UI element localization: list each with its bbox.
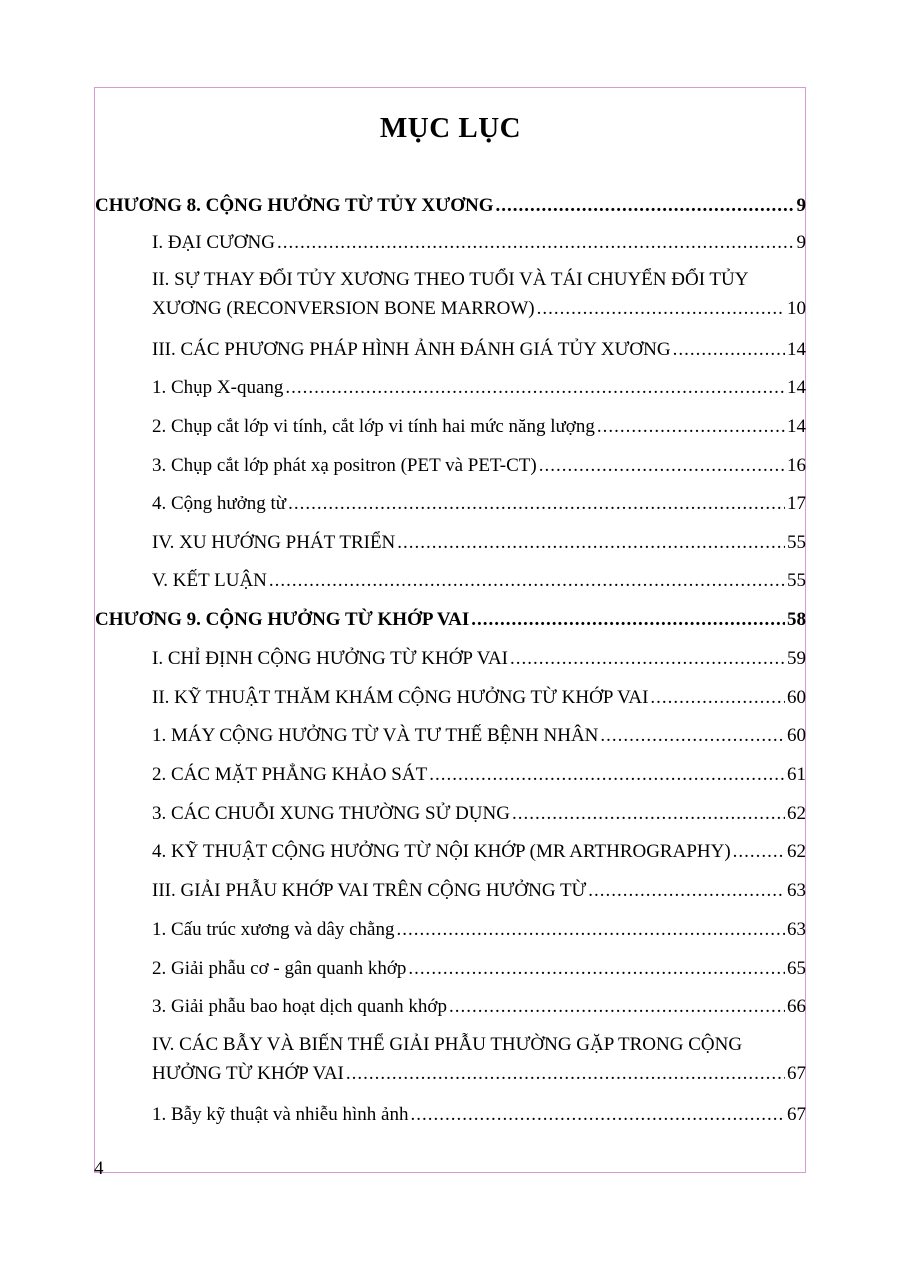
toc-leader-dots <box>408 954 785 983</box>
toc-entry-text: IV. XU HƯỚNG PHÁT TRIỂN <box>152 532 396 553</box>
toc-entry[interactable] <box>152 837 806 866</box>
toc-entry[interactable] <box>152 228 806 257</box>
toc-entry[interactable] <box>152 412 806 441</box>
toc-entry-text: 4. KỸ THUẬT CỘNG HƯỞNG TỪ NỘI KHỚP (MR ARTHROGRAPHY) <box>152 841 731 862</box>
toc-entry-text: 4. Cộng hưởng từ <box>152 493 287 514</box>
toc-entry[interactable] <box>152 721 806 750</box>
toc-entry-text: 3. Giải phẫu bao hoạt dịch quanh khớp <box>152 996 447 1017</box>
toc-entry[interactable] <box>152 954 806 983</box>
toc-leader-dots <box>269 566 785 595</box>
toc-entry-chapter-8[interactable] <box>95 191 806 220</box>
toc-entry[interactable] <box>152 876 806 905</box>
toc-leader-dots <box>588 876 785 905</box>
toc-leader-dots <box>410 1100 785 1129</box>
toc-entry-page: 55 <box>787 532 806 553</box>
toc-entry-page: 9 <box>796 195 806 216</box>
toc-entry-page: 63 <box>787 919 806 940</box>
toc-entry-text: 2. CÁC MẶT PHẲNG KHẢO SÁT <box>152 764 428 785</box>
toc-entry-page: 65 <box>787 958 806 979</box>
toc-leader-dots <box>597 412 785 441</box>
toc-entry-text: III. GIẢI PHẪU KHỚP VAI TRÊN CỘNG HƯỞNG TỪ <box>152 880 587 901</box>
toc-entry-page: 58 <box>787 609 806 630</box>
toc-entry-text: CHƯƠNG 8. CỘNG HƯỞNG TỪ TỦY XƯƠNG <box>95 195 494 216</box>
toc-entry[interactable] <box>152 566 806 595</box>
toc-entry[interactable] <box>152 683 806 712</box>
toc-entry[interactable] <box>152 335 806 364</box>
toc-entry-text: III. CÁC PHƯƠNG PHÁP HÌNH ẢNH ĐÁNH GIÁ TỦY XƯƠNG <box>152 339 671 360</box>
toc-entry-text: II. KỸ THUẬT THĂM KHÁM CỘNG HƯỞNG TỪ KHỚP VAI <box>152 687 649 708</box>
toc-leader-dots <box>510 644 785 673</box>
toc-leader-dots <box>539 451 785 480</box>
toc-leader-dots <box>396 915 785 944</box>
toc-entry-page: 14 <box>787 339 806 360</box>
toc-entry-page: 66 <box>787 996 806 1017</box>
toc-leader-dots <box>285 373 785 402</box>
toc-entry-text: 1. Cấu trúc xương và dây chằng <box>152 919 395 940</box>
toc-leader-dots <box>277 228 795 257</box>
toc-leader-dots <box>429 760 785 789</box>
toc-entry-page: 9 <box>796 232 806 253</box>
toc-entry-text: I. ĐẠI CƯƠNG <box>152 232 275 253</box>
toc-entry[interactable] <box>152 760 806 789</box>
toc-leader-dots <box>537 294 785 323</box>
toc-entry-text: 1. MÁY CỘNG HƯỞNG TỪ VÀ TƯ THẾ BỆNH NHÂN <box>152 725 599 746</box>
toc-entry-page: 63 <box>787 880 806 901</box>
toc-entry[interactable] <box>152 644 806 673</box>
toc-entry[interactable] <box>152 799 806 828</box>
toc-leader-dots <box>397 528 785 557</box>
toc-leader-dots <box>600 721 785 750</box>
toc-entry-text-line1: IV. CÁC BẪY VÀ BIẾN THỂ GIẢI PHẪU THƯỜNG GẶP TRONG CỘNG <box>152 1034 743 1055</box>
toc-entry-chapter-9[interactable] <box>95 605 806 634</box>
toc-entry-text: 3. Chụp cắt lớp phát xạ positron (PET và PET-CT) <box>152 455 537 476</box>
toc-entry-text: HƯỞNG TỪ KHỚP VAI <box>152 1063 344 1084</box>
toc-entry-page: 60 <box>787 687 806 708</box>
toc-leader-dots <box>495 191 794 220</box>
toc-entry-text: 2. Giải phẫu cơ - gân quanh khớp <box>152 958 407 979</box>
page-title: MỤC LỤC <box>379 112 522 144</box>
toc-entry-text: V. KẾT LUẬN <box>152 570 267 591</box>
toc-entry-page: 55 <box>787 570 806 591</box>
toc-entry-text: 1. Bẫy kỹ thuật và nhiễu hình ảnh <box>152 1104 409 1125</box>
toc-leader-dots <box>346 1059 785 1088</box>
toc-entry-text: XƯƠNG (RECONVERSION BONE MARROW) <box>152 298 535 319</box>
toc-entry-page: 14 <box>787 416 806 437</box>
toc-entry-page: 17 <box>787 493 806 514</box>
toc-entry[interactable] <box>152 992 806 1021</box>
toc-entry[interactable] <box>152 1100 806 1129</box>
toc-entry-page: 16 <box>787 455 806 476</box>
toc-entry-page: 67 <box>787 1063 806 1084</box>
toc-entry[interactable] <box>152 451 806 480</box>
toc-entry-page: 62 <box>787 803 806 824</box>
toc-entry-page: 60 <box>787 725 806 746</box>
toc-entry[interactable] <box>152 373 806 402</box>
toc-leader-dots <box>650 683 785 712</box>
toc-entry-page: 59 <box>787 648 806 669</box>
toc-leader-dots <box>673 335 785 364</box>
toc-entry[interactable] <box>152 489 806 518</box>
toc-leader-dots <box>471 605 785 634</box>
toc-entry-page: 67 <box>787 1104 806 1125</box>
toc-entry[interactable] <box>152 528 806 557</box>
toc-entry-text: 1. Chụp X-quang <box>152 377 284 398</box>
toc-leader-dots <box>512 799 785 828</box>
toc-entry-page: 62 <box>787 841 806 862</box>
toc-entry-text: I. CHỈ ĐỊNH CỘNG HƯỞNG TỪ KHỚP VAI <box>152 648 509 669</box>
footer-page-number: 4 <box>94 1158 104 1179</box>
toc-entry-text: 2. Chụp cắt lớp vi tính, cắt lớp vi tính hai mức năng lượng <box>152 416 595 437</box>
toc-entry-page: 10 <box>787 298 806 319</box>
toc-entry-text: CHƯƠNG 9. CỘNG HƯỞNG TỪ KHỚP VAI <box>95 609 470 630</box>
toc-entry[interactable] <box>152 265 806 323</box>
toc-entry[interactable] <box>152 1030 806 1088</box>
toc-entry-text: 3. CÁC CHUỖI XUNG THƯỜNG SỬ DỤNG <box>152 803 510 824</box>
toc-leader-dots <box>288 489 785 518</box>
toc-entry-page: 61 <box>787 764 806 785</box>
toc-entry[interactable] <box>152 915 806 944</box>
toc-entry-text-line1: II. SỰ THAY ĐỔI TỦY XƯƠNG THEO TUỔI VÀ TÁI CHUYỂN ĐỔI TỦY <box>152 269 749 290</box>
toc-leader-dots <box>449 992 785 1021</box>
toc-entry-page: 14 <box>787 377 806 398</box>
toc-leader-dots <box>733 837 785 866</box>
